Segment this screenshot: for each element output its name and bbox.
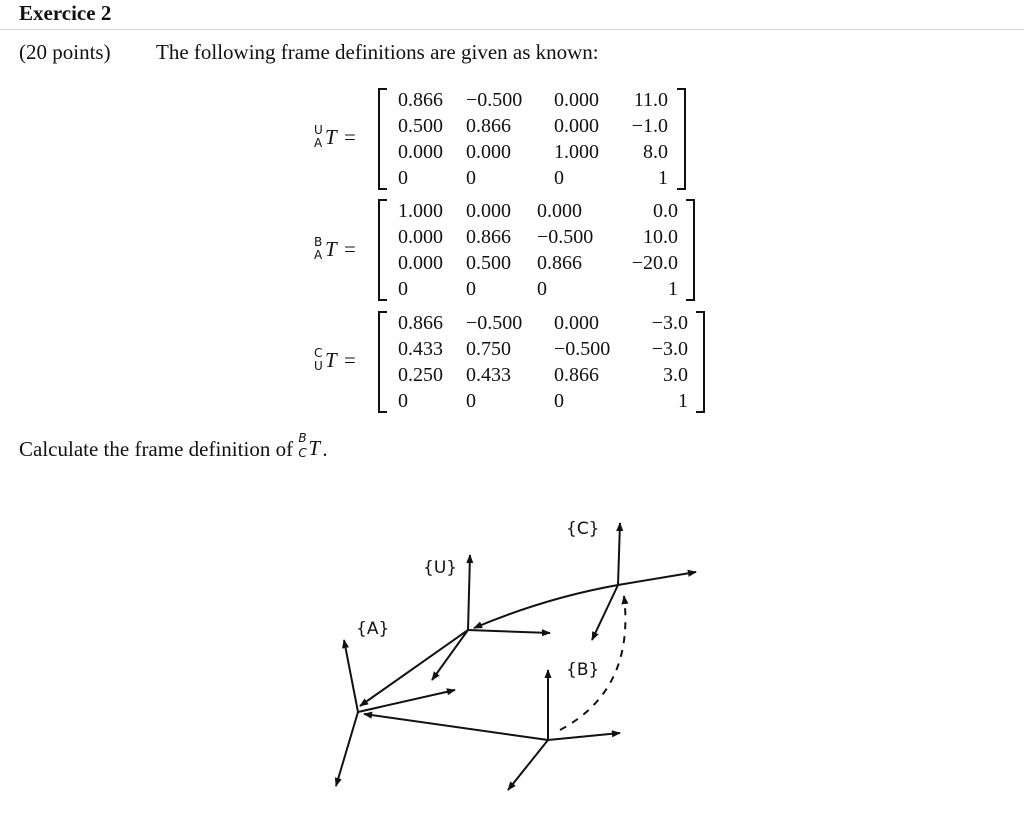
matrix-cell: 0.750 bbox=[466, 338, 511, 360]
matrix-cell: −0.500 bbox=[466, 89, 523, 111]
matrix-cell: 0 bbox=[398, 278, 408, 300]
matrix-cell: −0.500 bbox=[537, 226, 594, 248]
matrix-cell: 10.0 bbox=[643, 226, 678, 248]
matrix-cell: 0.866 bbox=[398, 89, 443, 111]
matrix-cell: 0.000 bbox=[398, 141, 443, 163]
question-suffix: . bbox=[322, 437, 328, 461]
matrix-cell: 0.000 bbox=[537, 200, 582, 222]
question-prefix: Calculate the frame definition of bbox=[19, 437, 294, 461]
matrix-cell: 0.866 bbox=[466, 115, 511, 137]
matrix-cell: 1 bbox=[678, 390, 688, 412]
matrix-cell: 1.000 bbox=[398, 200, 443, 222]
matrix-cell: −3.0 bbox=[651, 312, 688, 334]
points-label: (20 points) bbox=[19, 40, 111, 64]
matrix-cell: 0 bbox=[466, 278, 476, 300]
matrix-cell: 0.866 bbox=[398, 312, 443, 334]
matrix-cell: 0.866 bbox=[554, 364, 599, 386]
matrix-cell: 1 bbox=[658, 167, 668, 189]
matrix-cell: 0.433 bbox=[398, 338, 443, 360]
matrix-cell: 0.000 bbox=[554, 312, 599, 334]
matrix-cell: 1.000 bbox=[554, 141, 599, 163]
matrix-cell: −0.500 bbox=[554, 338, 611, 360]
frame-A-axes bbox=[336, 640, 455, 786]
transform-arrow-B-to-A bbox=[364, 714, 548, 740]
matrix-cell: 0.500 bbox=[398, 115, 443, 137]
matrix-cell: −20.0 bbox=[631, 252, 678, 274]
target-transform: B C T bbox=[298, 431, 320, 460]
frame-B-label: {B} bbox=[566, 660, 600, 680]
problem-intro: The following frame definitions are given as known: bbox=[156, 40, 599, 64]
frame-C-label: {C} bbox=[566, 519, 600, 539]
matrix-cell: 0.500 bbox=[466, 252, 511, 274]
matrix-cell: 0.433 bbox=[466, 364, 511, 386]
matrix-cell: 0.000 bbox=[554, 89, 599, 111]
frame-U-label: {U} bbox=[423, 558, 458, 578]
matrix-cell: 0 bbox=[466, 390, 476, 412]
frame-B-axes bbox=[508, 670, 620, 790]
matrix-cell: 0 bbox=[466, 167, 476, 189]
matrix-cell: −1.0 bbox=[631, 115, 668, 137]
matrix-cell: 0.000 bbox=[554, 115, 599, 137]
matrix-cell: 0.000 bbox=[398, 252, 443, 274]
frame-C-axes bbox=[592, 523, 696, 640]
matrix-cell: −3.0 bbox=[651, 338, 688, 360]
transform-arrow-U-to-A bbox=[360, 630, 468, 706]
frame-A-label: {A} bbox=[356, 619, 390, 639]
matrix-cell: −0.500 bbox=[466, 312, 523, 334]
matrix-cell: 0.866 bbox=[537, 252, 582, 274]
matrix-cell: 0 bbox=[398, 167, 408, 189]
matrix-cell: 0.0 bbox=[653, 200, 678, 222]
matrix-cell: 0.000 bbox=[398, 226, 443, 248]
matrix-cell: 0.000 bbox=[466, 141, 511, 163]
matrix-cell: 0 bbox=[554, 390, 564, 412]
matrix-cell: 0 bbox=[537, 278, 547, 300]
matrix-cell: 8.0 bbox=[643, 141, 668, 163]
matrix-cell: 0.866 bbox=[466, 226, 511, 248]
matrix-cell: 0 bbox=[398, 390, 408, 412]
matrix-cell: 0 bbox=[554, 167, 564, 189]
exercise-title: Exercice 2 bbox=[19, 1, 112, 25]
transform-arrow-C-to-U bbox=[474, 585, 618, 628]
matrix-cell: 3.0 bbox=[663, 364, 688, 386]
matrix-cell: 0.000 bbox=[466, 200, 511, 222]
matrix-cell: 11.0 bbox=[633, 89, 668, 111]
matrix-cell: 0.250 bbox=[398, 364, 443, 386]
matrix-cell: 1 bbox=[668, 278, 678, 300]
